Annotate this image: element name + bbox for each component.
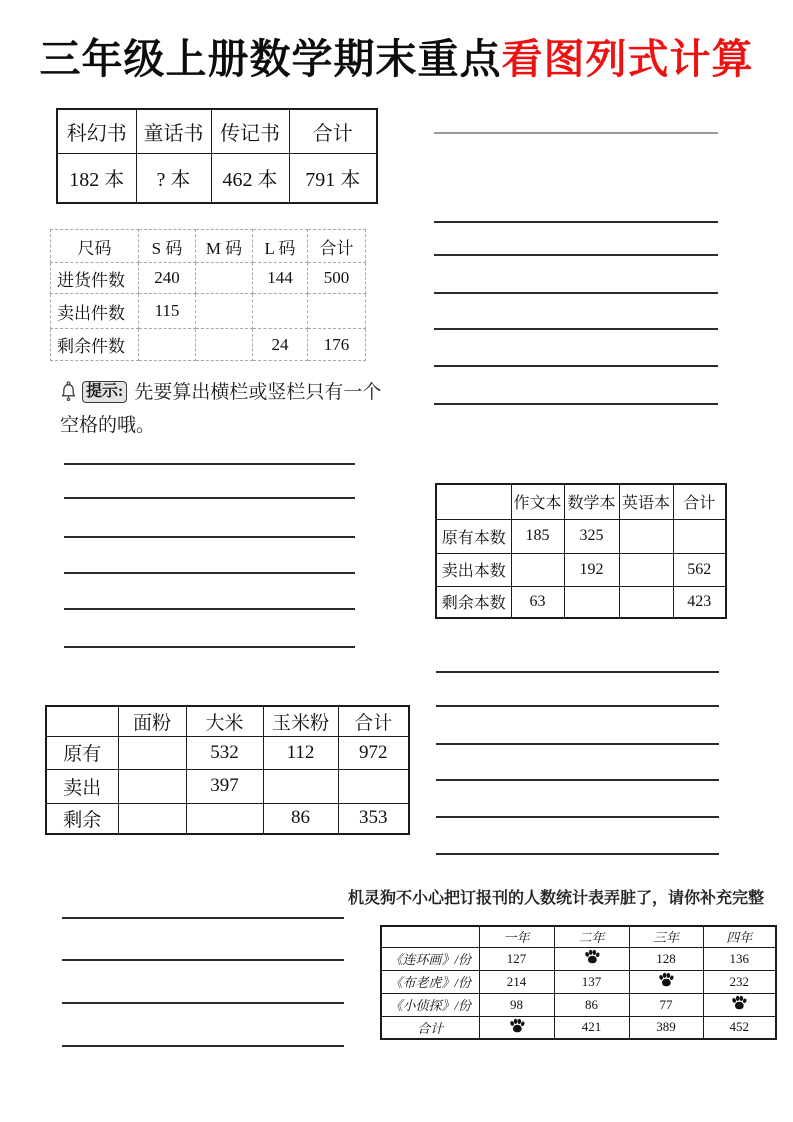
answer-line bbox=[436, 816, 719, 818]
table-cell bbox=[511, 553, 564, 586]
table-cell bbox=[564, 586, 619, 618]
row-label: 剩余 bbox=[46, 803, 118, 834]
table-cell: 353 bbox=[338, 803, 409, 834]
table-row bbox=[381, 1016, 776, 1039]
paw-icon bbox=[583, 949, 601, 964]
column-header: 数学本 bbox=[564, 484, 619, 519]
column-header: 玉米粉 bbox=[263, 706, 338, 736]
answer-line bbox=[64, 497, 355, 499]
subscriptions-table bbox=[380, 925, 777, 1040]
table-cell: 24 bbox=[253, 329, 308, 361]
table-row bbox=[381, 993, 776, 1016]
table-cell: 791 本 bbox=[289, 153, 377, 203]
table-cell: 112 bbox=[263, 736, 338, 769]
row-label: 卖出本数 bbox=[436, 553, 511, 586]
column-header: 合计 bbox=[289, 109, 377, 153]
answer-line bbox=[434, 365, 718, 367]
table-cell: 86 bbox=[263, 803, 338, 834]
table-row bbox=[51, 294, 366, 329]
table-cell bbox=[263, 769, 338, 803]
table-row bbox=[436, 519, 726, 553]
table-row bbox=[381, 970, 776, 993]
answer-line bbox=[62, 917, 344, 919]
answer-line bbox=[434, 254, 718, 256]
answer-line bbox=[64, 608, 355, 610]
table-cell: 423 bbox=[673, 586, 726, 618]
row-label: 原有本数 bbox=[436, 519, 511, 553]
column-header: 大米 bbox=[186, 706, 263, 736]
table-cell bbox=[629, 970, 703, 993]
table-cell bbox=[554, 947, 629, 970]
column-header: 合计 bbox=[338, 706, 409, 736]
answer-line bbox=[434, 132, 718, 134]
table-cell: 128 bbox=[629, 947, 703, 970]
table-cell: 452 bbox=[703, 1016, 776, 1039]
paw-icon bbox=[657, 972, 675, 987]
table-cell: 532 bbox=[186, 736, 263, 769]
answer-line bbox=[62, 1002, 344, 1004]
table-cell: 144 bbox=[253, 263, 308, 294]
answer-line bbox=[434, 221, 718, 223]
column-header: 合计 bbox=[673, 484, 726, 519]
column-header: 合计 bbox=[308, 230, 366, 263]
column-header: 面粉 bbox=[118, 706, 186, 736]
table-cell: 77 bbox=[629, 993, 703, 1016]
table-row bbox=[436, 586, 726, 618]
row-label: 《连环画》/份 bbox=[381, 947, 479, 970]
row-label: 卖出 bbox=[46, 769, 118, 803]
table-cell: 115 bbox=[139, 294, 196, 329]
table-row bbox=[436, 553, 726, 586]
answer-line bbox=[436, 705, 719, 707]
column-header: 作文本 bbox=[511, 484, 564, 519]
table-cell bbox=[673, 519, 726, 553]
table-cell: 214 bbox=[479, 970, 554, 993]
paw-icon bbox=[508, 1018, 526, 1033]
table-row bbox=[46, 769, 409, 803]
table-cell: 137 bbox=[554, 970, 629, 993]
table-cell bbox=[118, 769, 186, 803]
table-cell: 63 bbox=[511, 586, 564, 618]
column-header bbox=[381, 926, 479, 947]
table-cell bbox=[253, 294, 308, 329]
column-header: 四年 bbox=[703, 926, 776, 947]
books-table bbox=[56, 108, 378, 204]
column-header bbox=[436, 484, 511, 519]
answer-line bbox=[434, 403, 718, 405]
table-row bbox=[436, 484, 726, 519]
hint-text: 先要算出横栏或竖栏只有一个空格的哦。 bbox=[60, 382, 382, 437]
table-cell bbox=[479, 1016, 554, 1039]
table-cell: 421 bbox=[554, 1016, 629, 1039]
table-cell: 462 本 bbox=[211, 153, 289, 203]
answer-line bbox=[64, 572, 355, 574]
table-cell: 127 bbox=[479, 947, 554, 970]
row-label: 原有 bbox=[46, 736, 118, 769]
table-row bbox=[46, 803, 409, 834]
table-row bbox=[57, 109, 377, 153]
table-cell bbox=[118, 736, 186, 769]
answer-line bbox=[434, 328, 718, 330]
row-label: 剩余本数 bbox=[436, 586, 511, 618]
table-cell bbox=[619, 519, 673, 553]
column-header: M 码 bbox=[196, 230, 253, 263]
answer-line bbox=[434, 292, 718, 294]
row-label: 《小侦探》/份 bbox=[381, 993, 479, 1016]
table-cell bbox=[196, 294, 253, 329]
table-cell: 192 bbox=[564, 553, 619, 586]
column-header: L 码 bbox=[253, 230, 308, 263]
table-cell bbox=[186, 803, 263, 834]
column-header: 科幻书 bbox=[57, 109, 136, 153]
table-row bbox=[46, 736, 409, 769]
table-cell bbox=[196, 263, 253, 294]
grain-table bbox=[45, 705, 410, 835]
answer-line bbox=[62, 1045, 344, 1047]
table-cell: 972 bbox=[338, 736, 409, 769]
table-row bbox=[46, 706, 409, 736]
table-cell: 325 bbox=[564, 519, 619, 553]
answer-line bbox=[436, 853, 719, 855]
answer-line bbox=[436, 743, 719, 745]
table-row bbox=[51, 230, 366, 263]
table-row bbox=[51, 263, 366, 294]
table-cell: 240 bbox=[139, 263, 196, 294]
table-cell: ? 本 bbox=[136, 153, 211, 203]
page-title bbox=[0, 26, 793, 85]
table-cell bbox=[619, 553, 673, 586]
answer-line bbox=[62, 959, 344, 961]
row-label: 剩余件数 bbox=[51, 329, 139, 361]
row-label: 《布老虎》/份 bbox=[381, 970, 479, 993]
table-row bbox=[381, 926, 776, 947]
column-header: 一年 bbox=[479, 926, 554, 947]
table-cell: 232 bbox=[703, 970, 776, 993]
table-cell: 136 bbox=[703, 947, 776, 970]
table-cell: 562 bbox=[673, 553, 726, 586]
row-label: 卖出件数 bbox=[51, 294, 139, 329]
column-header: 传记书 bbox=[211, 109, 289, 153]
title-highlight: 看图列式计算 bbox=[501, 36, 754, 82]
answer-line bbox=[64, 646, 355, 648]
hint-block bbox=[60, 376, 390, 443]
answer-line bbox=[436, 779, 719, 781]
table-cell bbox=[308, 294, 366, 329]
column-header: S 码 bbox=[139, 230, 196, 263]
table-cell: 182 本 bbox=[57, 153, 136, 203]
table-cell: 397 bbox=[186, 769, 263, 803]
table-cell: 176 bbox=[308, 329, 366, 361]
column-header: 英语本 bbox=[619, 484, 673, 519]
row-label: 合计 bbox=[381, 1016, 479, 1039]
column-header: 三年 bbox=[629, 926, 703, 947]
table-cell bbox=[139, 329, 196, 361]
table-cell: 500 bbox=[308, 263, 366, 294]
table-cell: 389 bbox=[629, 1016, 703, 1039]
column-header bbox=[46, 706, 118, 736]
sizes-table bbox=[50, 229, 366, 361]
notebooks-table bbox=[435, 483, 727, 619]
answer-line bbox=[64, 463, 355, 465]
paw-icon bbox=[730, 995, 748, 1010]
table-row bbox=[381, 947, 776, 970]
table-cell bbox=[118, 803, 186, 834]
column-header: 尺码 bbox=[51, 230, 139, 263]
table-cell: 86 bbox=[554, 993, 629, 1016]
answer-line bbox=[64, 536, 355, 538]
table-cell: 98 bbox=[479, 993, 554, 1016]
table-cell bbox=[619, 586, 673, 618]
table-cell bbox=[196, 329, 253, 361]
row-label: 进货件数 bbox=[51, 263, 139, 294]
title-main: 三年级上册数学期末重点 bbox=[39, 36, 502, 82]
table-cell bbox=[338, 769, 409, 803]
answer-line bbox=[436, 671, 719, 673]
bell-icon bbox=[60, 381, 77, 402]
table-row bbox=[57, 153, 377, 203]
table-cell bbox=[703, 993, 776, 1016]
table-row bbox=[51, 329, 366, 361]
column-header: 童话书 bbox=[136, 109, 211, 153]
table-cell: 185 bbox=[511, 519, 564, 553]
bottom-prompt: 机灵狗不小心把订报刊的人数统计表弄脏了，请你补充完整 bbox=[348, 890, 765, 907]
hint-badge: 提示: bbox=[82, 381, 127, 403]
column-header: 二年 bbox=[554, 926, 629, 947]
